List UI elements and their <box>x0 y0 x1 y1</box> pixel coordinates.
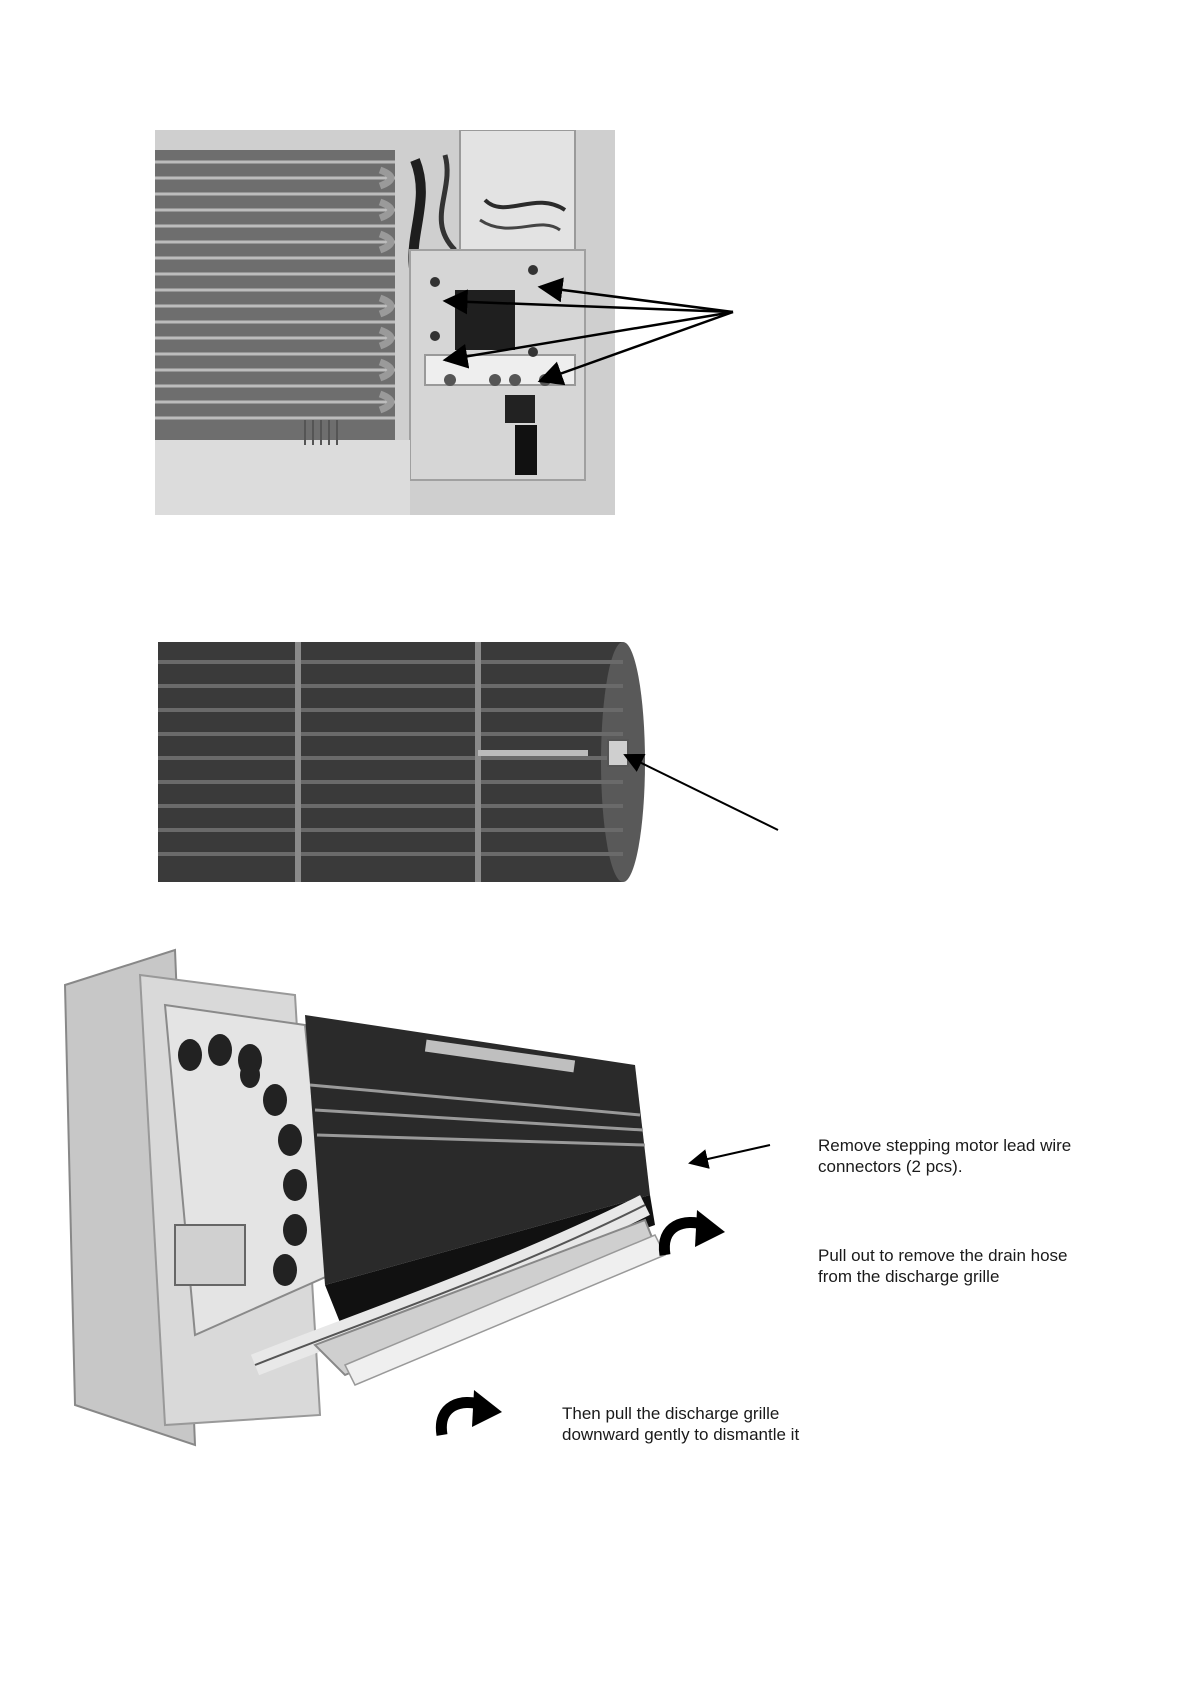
caption-drain-hose: Pull out to remove the drain hose from the discharge grille <box>818 1246 1068 1286</box>
caption-discharge-grille: Then pull the discharge grille downward gently to dismantle it <box>562 1404 800 1444</box>
photo-discharge-grille <box>55 945 695 1455</box>
caption-lead-wire: Remove stepping motor lead wire connectors (2 pcs). <box>818 1136 1072 1176</box>
photo-cross-flow-fan <box>158 640 668 885</box>
lead-wire-arrow <box>690 1145 770 1163</box>
photo-control-box <box>155 130 615 515</box>
